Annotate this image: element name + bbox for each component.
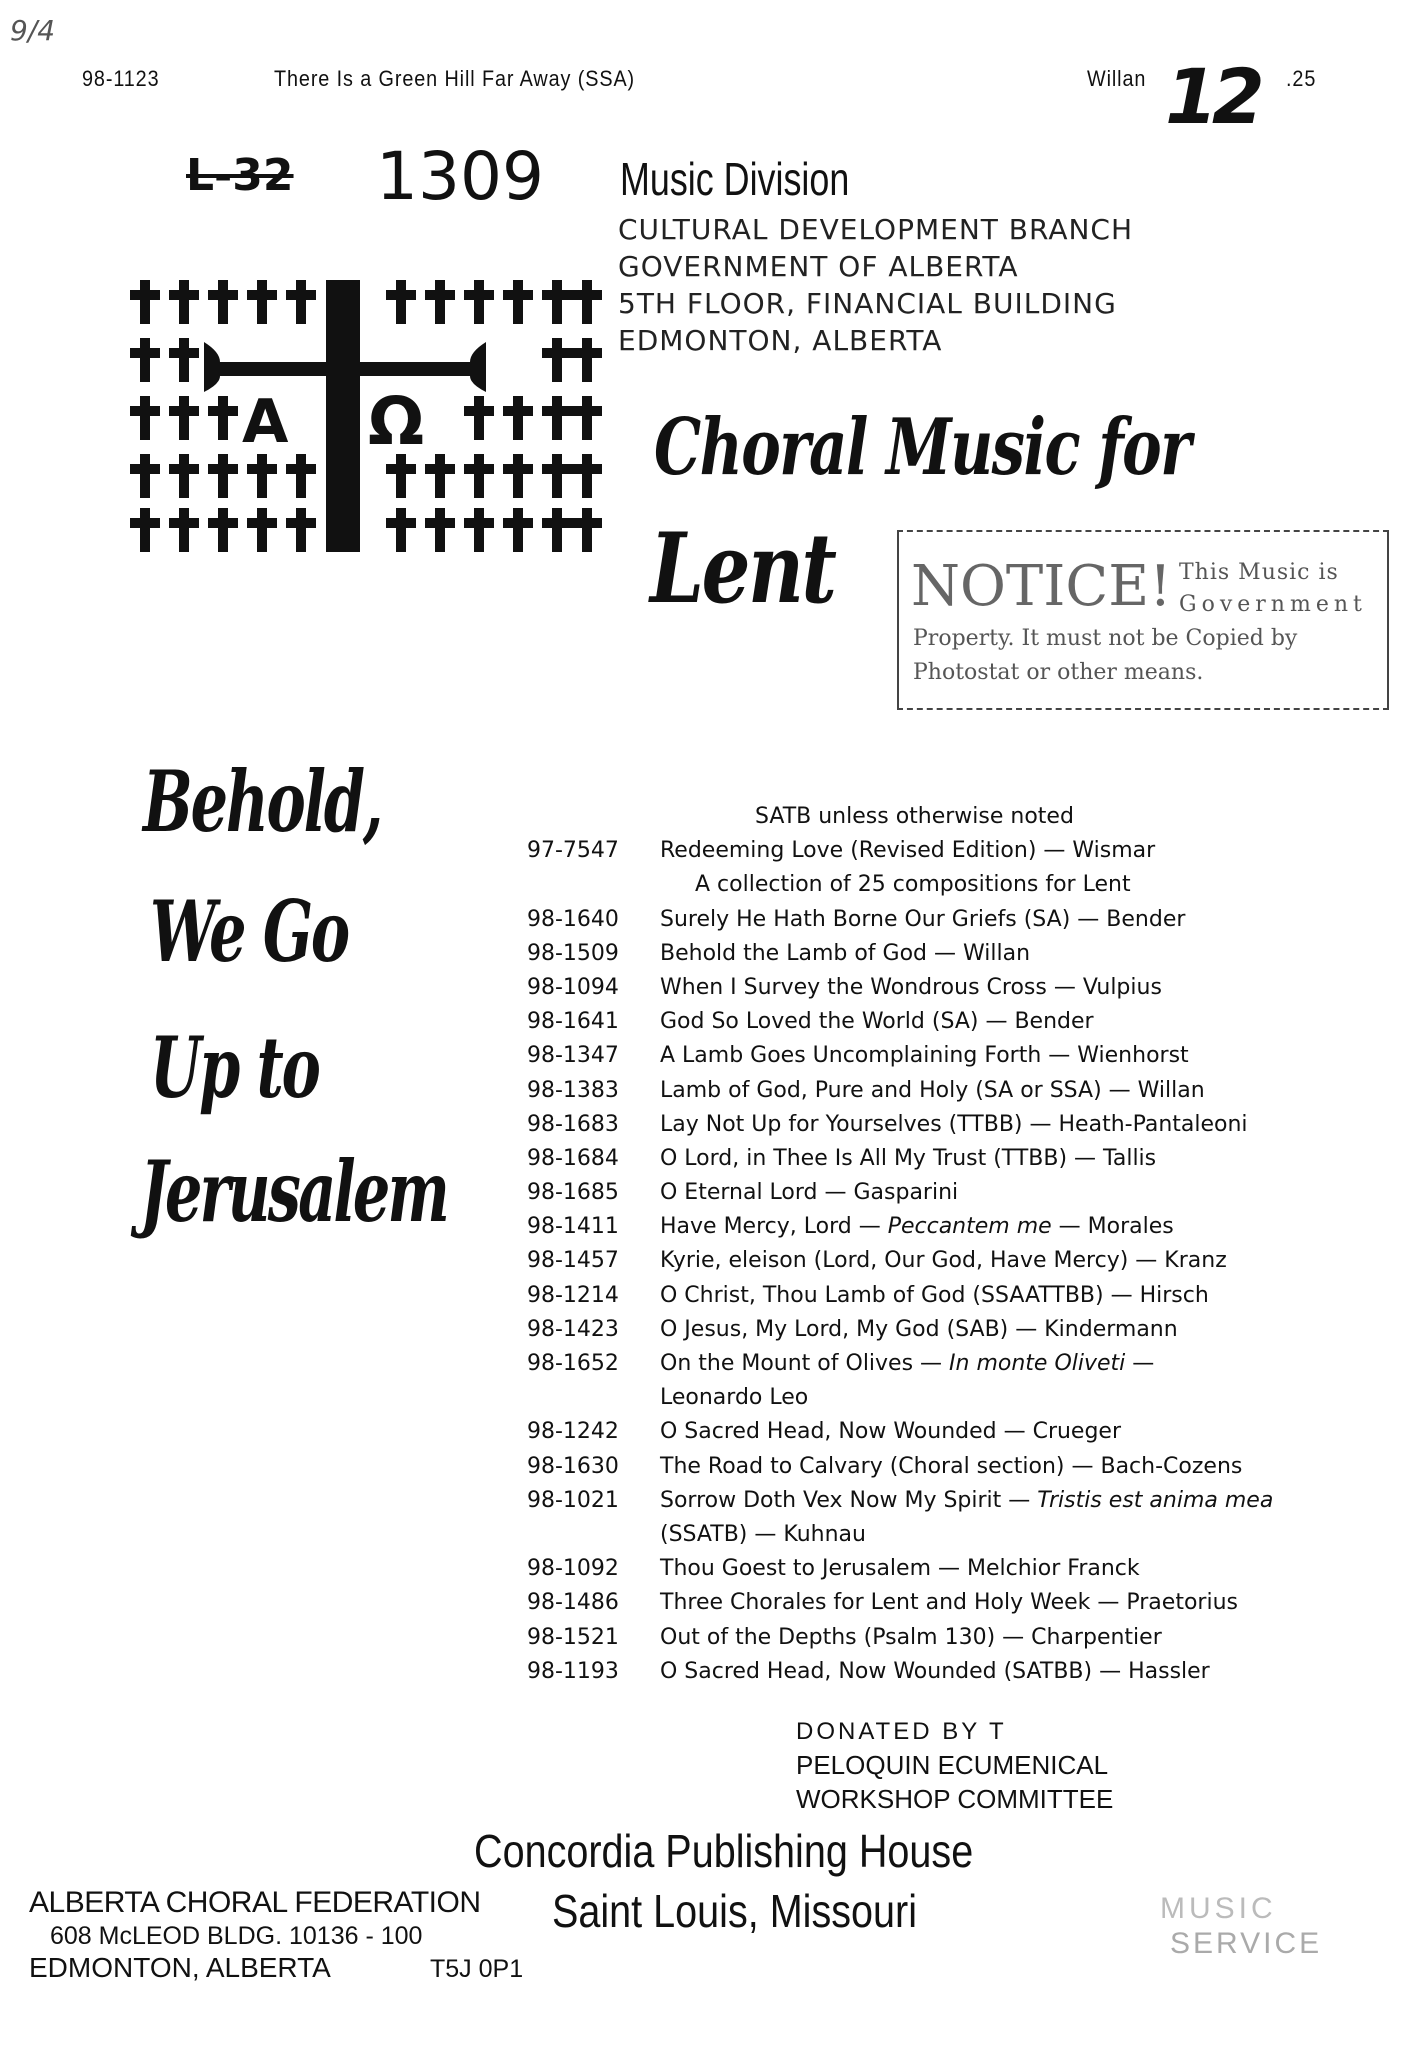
- small-cross-icon: [464, 454, 494, 498]
- item-title: [695, 868, 1131, 902]
- item-text: —: [1125, 1351, 1155, 1376]
- small-cross-icon: [503, 454, 533, 498]
- item-title: [660, 1552, 1140, 1586]
- subtitle-line: We Go: [150, 882, 349, 981]
- small-cross-icon: [130, 508, 160, 552]
- small-cross-icon: [286, 280, 316, 324]
- large-cross-vertical: [326, 280, 360, 552]
- subtitle-line: Up to: [150, 1018, 319, 1117]
- notice-text: Property. It must not be Copied by: [913, 626, 1298, 651]
- item-title: [660, 1450, 1242, 1484]
- small-cross-icon: [286, 454, 316, 498]
- item-code: 98-1684: [527, 1145, 619, 1171]
- donated-stamp-line: PELOQUIN ECUMENICAL: [796, 1750, 1109, 1780]
- item-text: Have Mercy, Lord —: [660, 1214, 888, 1240]
- small-cross-icon: [169, 396, 199, 440]
- small-cross-icon: [425, 454, 455, 498]
- header-title: There Is a Green Hill Far Away (SSA): [274, 66, 636, 91]
- item-title: [660, 1108, 1248, 1142]
- publisher-city: Saint Louis, Missouri: [552, 1885, 917, 1937]
- item-code: 98-1383: [527, 1077, 619, 1103]
- small-cross-icon: [169, 338, 199, 382]
- faded-stamp-line: SERVICE: [1170, 1927, 1323, 1960]
- small-cross-icon: [542, 396, 572, 440]
- item-latin-title: Tristis est anima mea: [1037, 1487, 1274, 1513]
- item-text: O Eternal Lord — Gasparini: [660, 1180, 959, 1206]
- small-cross-icon: [542, 280, 572, 324]
- item-title: [660, 1176, 958, 1210]
- notice-box: [897, 530, 1389, 710]
- federation-postal-code: T5J 0P1: [430, 1955, 524, 1983]
- item-title: [660, 1347, 1154, 1381]
- small-cross-icon: [130, 454, 160, 498]
- alpha-icon: A: [242, 387, 289, 457]
- catalog-mark-number: 1309: [376, 138, 544, 215]
- handwritten-corner-note: 9/4: [10, 14, 56, 47]
- small-cross-icon: [247, 508, 277, 552]
- small-cross-icon: [464, 280, 494, 324]
- item-text: Surely He Hath Borne Our Griefs (SA) — Bender: [660, 906, 1186, 932]
- item-text: (SSATB) — Kuhnau: [660, 1521, 866, 1547]
- item-code: 98-1486: [527, 1590, 619, 1616]
- publisher-name: Concordia Publishing House: [474, 1825, 974, 1877]
- small-cross-icon: [542, 454, 572, 498]
- omega-icon: Ω: [368, 383, 425, 460]
- small-cross-icon: [130, 280, 160, 324]
- item-text: Thou Goest to Jerusalem — Melchior Franck: [660, 1556, 1140, 1582]
- small-cross-icon: [572, 454, 602, 498]
- item-title: [660, 1381, 808, 1415]
- federation-stamp-line: EDMONTON, ALBERTA: [29, 1952, 331, 1983]
- item-title: [660, 1415, 1121, 1449]
- item-title: [660, 937, 1030, 971]
- item-text: O Sacred Head, Now Wounded — Crueger: [660, 1419, 1122, 1445]
- item-code: 98-1242: [527, 1419, 619, 1445]
- address-line: 5TH FLOOR, FINANCIAL BUILDING: [618, 287, 1117, 320]
- item-latin-title: In monte Oliveti: [949, 1351, 1126, 1376]
- item-title: [660, 1586, 1238, 1620]
- item-text: Out of the Depths (Psalm 130) — Charpentier: [660, 1624, 1162, 1650]
- small-cross-icon: [130, 396, 160, 440]
- federation-stamp-line: 608 McLEOD BLDG. 10136 - 100: [50, 1922, 423, 1950]
- item-text: When I Survey the Wondrous Cross — Vulpius: [660, 974, 1162, 1000]
- faded-stamp-line: MUSIC: [1160, 1892, 1277, 1925]
- item-title: [660, 1005, 1094, 1039]
- catalog-mark-struck: L-32: [186, 150, 294, 201]
- item-text: Three Chorales for Lent and Holy Week — Praetorius: [660, 1590, 1238, 1616]
- item-title: [660, 1039, 1189, 1073]
- item-text: Kyrie, eleison (Lord, Our God, Have Mercy) — Kranz: [660, 1248, 1227, 1274]
- item-title: [660, 903, 1185, 937]
- small-cross-icon: [169, 454, 199, 498]
- federation-stamp-line: ALBERTA CHORAL FEDERATION: [29, 1886, 481, 1919]
- item-code: 98-1092: [527, 1556, 619, 1582]
- item-text: A Lamb Goes Uncomplaining Forth — Wienhorst: [660, 1043, 1189, 1069]
- item-code: 98-1457: [527, 1248, 619, 1274]
- cross-alpha-omega-logo: [130, 280, 602, 552]
- item-title: [660, 1244, 1227, 1278]
- item-title: [660, 1142, 1156, 1176]
- item-title: [660, 1313, 1178, 1347]
- item-text: Lay Not Up for Yourselves (TTBB) — Heath-Pantaleoni: [660, 1111, 1248, 1137]
- address-line: CULTURAL DEVELOPMENT BRANCH: [618, 213, 1134, 246]
- small-cross-icon: [208, 280, 238, 324]
- item-title: [660, 1655, 1210, 1689]
- item-text: A collection of 25 compositions for Lent: [695, 872, 1131, 898]
- item-code: 98-1094: [527, 974, 619, 1000]
- item-text: O Christ, Thou Lamb of God (SSAATTBB) — Hirsch: [660, 1282, 1209, 1308]
- notice-text: This Music is: [1179, 560, 1339, 585]
- small-cross-icon: [247, 454, 277, 498]
- small-cross-icon: [503, 396, 533, 440]
- donated-stamp-line: DONATED BY T: [796, 1718, 1007, 1745]
- small-cross-icon: [247, 280, 277, 324]
- header-composer: Willan: [1087, 66, 1147, 91]
- item-code: 98-1521: [527, 1624, 619, 1650]
- small-cross-icon: [503, 280, 533, 324]
- item-text: O Lord, in Thee Is All My Trust (TTBB) — Tallis: [660, 1145, 1157, 1171]
- small-cross-icon: [572, 338, 602, 382]
- address-line: GOVERNMENT OF ALBERTA: [618, 250, 1019, 283]
- item-text: Sorrow Doth Vex Now My Spirit —: [660, 1487, 1038, 1513]
- item-text: O Jesus, My Lord, My God (SAB) — Kindermann: [660, 1316, 1178, 1342]
- small-cross-icon: [464, 396, 494, 440]
- small-cross-icon: [208, 454, 238, 498]
- item-code: 98-1640: [527, 906, 619, 932]
- small-cross-icon: [208, 508, 238, 552]
- header-code: 98-1123: [82, 66, 160, 91]
- small-cross-icon: [169, 508, 199, 552]
- item-code: 97-7547: [527, 838, 619, 864]
- item-code: 98-1509: [527, 940, 619, 966]
- subtitle-line: Jerusalem: [140, 1142, 447, 1241]
- item-text: Behold the Lamb of God — Willan: [660, 940, 1031, 966]
- title-line2: Lent: [650, 512, 835, 625]
- small-cross-icon: [169, 280, 199, 324]
- small-cross-icon: [386, 454, 416, 498]
- address-line: EDMONTON, ALBERTA: [618, 324, 943, 357]
- small-cross-icon: [542, 338, 572, 382]
- small-cross-icon: [286, 508, 316, 552]
- item-title: [660, 1484, 1273, 1518]
- notice-heading: NOTICE!: [911, 554, 1172, 619]
- handwritten-number: 12: [1165, 52, 1259, 141]
- item-code: 98-1423: [527, 1316, 619, 1342]
- small-cross-icon: [386, 508, 416, 552]
- small-cross-icon: [572, 280, 602, 324]
- item-title: [660, 1074, 1205, 1108]
- item-text: O Sacred Head, Now Wounded (SATBB) — Hassler: [660, 1658, 1210, 1684]
- small-cross-icon: [208, 396, 238, 440]
- item-title: [660, 1621, 1162, 1655]
- header-price: .25: [1286, 66, 1317, 91]
- item-text: Redeeming Love (Revised Edition) — Wismar: [660, 838, 1156, 864]
- item-code: 98-1641: [527, 1009, 619, 1035]
- item-code: 98-1193: [527, 1658, 619, 1684]
- item-code: 98-1683: [527, 1111, 619, 1137]
- notice-text: Government: [1179, 592, 1367, 617]
- small-cross-icon: [425, 280, 455, 324]
- item-text: Leonardo Leo: [660, 1385, 809, 1411]
- title-line1: Choral Music for: [654, 402, 1190, 493]
- subtitle-line: Behold,: [143, 752, 382, 851]
- donated-stamp-line: WORKSHOP COMMITTEE: [796, 1784, 1114, 1814]
- small-cross-icon: [425, 508, 455, 552]
- item-code: 98-1021: [527, 1487, 619, 1513]
- item-code: 98-1685: [527, 1180, 619, 1206]
- item-title: [660, 1518, 866, 1552]
- item-code: 98-1652: [527, 1351, 619, 1376]
- item-title: [660, 1210, 1174, 1244]
- item-title: [660, 834, 1155, 868]
- small-cross-icon: [464, 508, 494, 552]
- item-text: God So Loved the World (SA) — Bender: [660, 1009, 1094, 1035]
- item-title: [660, 971, 1162, 1005]
- small-cross-icon: [572, 508, 602, 552]
- small-cross-icon: [386, 280, 416, 324]
- item-code: 98-1630: [527, 1453, 619, 1479]
- small-cross-icon: [130, 338, 160, 382]
- music-division-title: Music Division: [620, 153, 850, 205]
- small-cross-icon: [572, 396, 602, 440]
- small-cross-icon: [503, 508, 533, 552]
- item-text: The Road to Calvary (Choral section) — Bach-Cozens: [660, 1453, 1243, 1479]
- item-latin-title: Peccantem me: [887, 1214, 1052, 1240]
- item-code: 98-1214: [527, 1282, 619, 1308]
- item-code: 98-1347: [527, 1043, 619, 1069]
- item-title: [660, 1279, 1209, 1313]
- item-code: 98-1411: [527, 1214, 619, 1240]
- notice-text: Photostat or other means.: [913, 660, 1204, 685]
- item-text: On the Mount of Olives —: [660, 1351, 950, 1376]
- item-text: — Morales: [1051, 1214, 1174, 1240]
- small-cross-icon: [542, 508, 572, 552]
- item-text: Lamb of God, Pure and Holy (SA or SSA) — Willan: [660, 1077, 1205, 1103]
